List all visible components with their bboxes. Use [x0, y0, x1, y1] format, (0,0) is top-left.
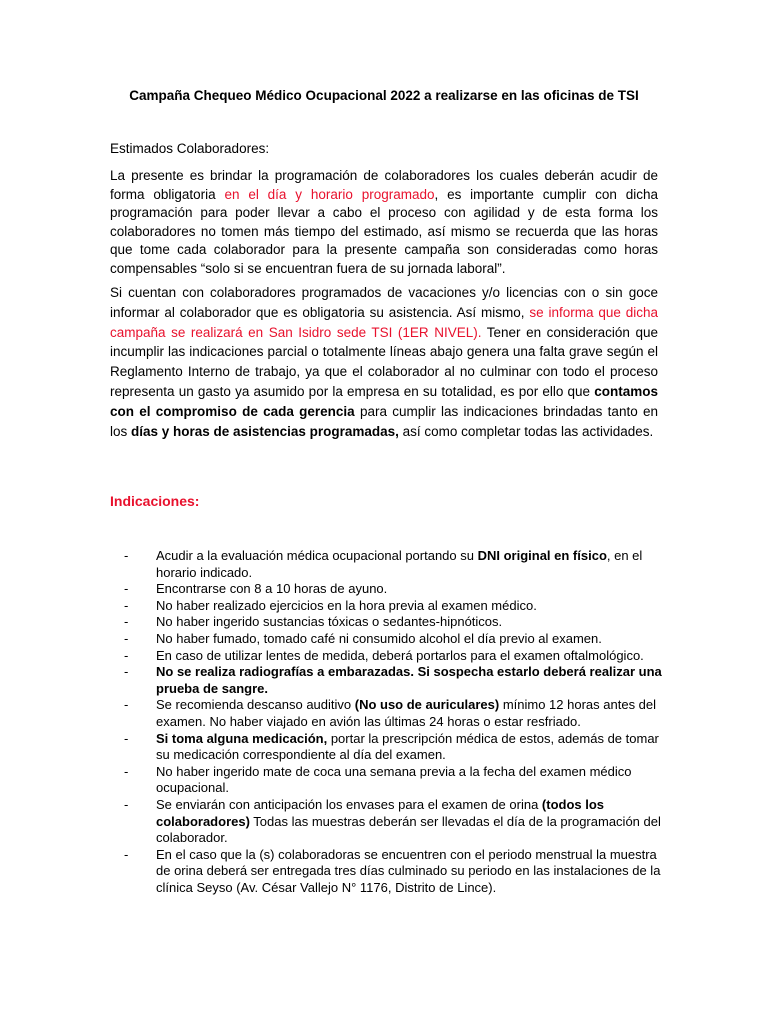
indicacion-bold-text: (todos los colaboradores) — [156, 796, 605, 829]
indicacion-text: No haber ingerido sustancias tóxicas o sedantes-hipnóticos. — [156, 614, 503, 630]
indicacion-text: Todas las muestras deberán ser llevadas el día de la programación del colaborador. — [156, 813, 661, 846]
list-dash: - — [124, 614, 129, 630]
indicacion-text: Encontrarse con 8 a 10 horas de ayuno. — [156, 581, 388, 597]
document-title: Campaña Chequeo Médico Ocupacional 2022 a realizarse en las oficinas de TSI — [129, 88, 639, 103]
indicacion-text: Se enviarán con anticipación los envases para el examen de orina — [156, 796, 542, 812]
paragraph-obligations-text-a: Si cuentan con colaboradores programados de vacaciones y/o licencias con o sin goce informar al colaborador que es obligatoria su asistencia. Así mismo, — [110, 285, 658, 320]
indicacion-item — [124, 697, 664, 730]
indicacion-item — [124, 631, 664, 648]
list-dash: - — [124, 664, 129, 680]
list-dash: - — [124, 846, 129, 862]
indicacion-item — [124, 797, 664, 847]
paragraph-intro-text-c: , es importante cumplir con dicha programación para poder llevar a cabo el proceso con agilidad y de esta forma los colaboradores no tomen más tiempo del estimado, así mismo se recuerda que las horas que tome cada colaborador para la presente campaña son consideradas como horas compensables “solo si se encuentran fuera de su jornada laboral”. — [110, 186, 658, 276]
indicacion-bold-text: Si toma alguna medicación, — [156, 730, 328, 746]
indicacion-text: Se recomienda descanso auditivo — [156, 697, 355, 713]
bold-commitment: contamos con el compromiso de cada gerencia — [110, 383, 658, 419]
indicacion-text: , en el horario indicado. — [156, 548, 643, 580]
indicacion-text: En caso de utilizar lentes de medida, deberá portarlos para el examen oftalmológico. — [156, 647, 644, 663]
list-dash: - — [124, 647, 129, 663]
indicacion-item — [124, 548, 664, 581]
list-dash: - — [124, 730, 129, 746]
indicacion-text: No haber fumado, tomado café ni consumido alcohol el día previo al examen. — [156, 630, 602, 646]
list-dash: - — [124, 581, 129, 597]
paragraph-obligations-text-c: Tener en consideración que incumplir las indicaciones parcial o totalmente líneas abajo genera una falta grave según el Reglamento Interno de trabajo, ya que el colaborador al no culminar con todo el proceso representa un gasto ya asumido por la empresa en su totalidad, es por ello que — [110, 324, 658, 399]
indicacion-text: No haber realizado ejercicios en la hora previa al examen médico. — [156, 597, 537, 613]
indicaciones-heading: Indicaciones: — [110, 493, 200, 509]
indicacion-text: mínimo 12 horas antes del examen. No haber viajado en avión las últimas 24 horas o estar resfriado. — [156, 697, 657, 729]
indicacion-text: No haber ingerido mate de coca una semana previa a la fecha del examen médico ocupacional. — [156, 763, 632, 796]
indicacion-bold-text: No se realiza radiografías a embarazadas. Si sospecha estarlo deberá realizar una prueba de sangre. — [156, 664, 662, 696]
list-dash: - — [124, 763, 129, 779]
paragraph-intro-text-a: La presente es brindar la programación de colaboradores los cuales deberán acudir de forma obligatoria — [110, 168, 658, 202]
bold-schedule: días y horas de asistencias programadas, — [131, 423, 399, 439]
list-dash: - — [124, 597, 129, 613]
indicacion-text: portar la prescripción médica de estos, además de tomar su medicación correspondiente al día del examen. — [156, 730, 659, 763]
indicacion-text: Acudir a la evaluación médica ocupacional portando su — [156, 548, 478, 563]
indicacion-item — [124, 581, 664, 598]
indicacion-item — [124, 731, 664, 764]
paragraph-obligations — [110, 283, 658, 441]
paragraph-intro — [110, 167, 658, 278]
indicacion-item — [124, 614, 664, 631]
greeting: Estimados Colaboradores: — [110, 141, 270, 156]
list-dash: - — [124, 697, 129, 713]
paragraph-obligations-text-e: para cumplir las indicaciones brindadas tanto en los — [110, 403, 658, 439]
highlight-schedule: en el día y horario programado — [224, 186, 435, 202]
indicacion-item — [124, 764, 664, 797]
indicaciones-list — [124, 548, 664, 896]
indicacion-item — [124, 648, 664, 665]
indicacion-item — [124, 598, 664, 615]
indicacion-bold-text: DNI original en físico — [477, 548, 607, 563]
highlight-location: se informa que dicha campaña se realizará en San Isidro sede TSI (1ER NIVEL). — [110, 304, 658, 340]
list-dash: - — [124, 796, 129, 812]
paragraph-obligations-text-g: así como completar todas las actividades. — [398, 423, 654, 439]
indicacion-bold-text: (No uso de auriculares) — [354, 697, 500, 713]
list-dash: - — [124, 548, 129, 563]
indicacion-item — [124, 664, 664, 697]
indicacion-item — [124, 847, 664, 897]
indicacion-text: En el caso que la (s) colaboradoras se encuentren con el periodo menstrual la muestra de orina deberá ser entregada tres días culminado su periodo en las instalaciones de la clínica Seyso (Av. César Vallejo N° 1176, Distrito de Lince). — [156, 846, 661, 895]
list-dash: - — [124, 630, 129, 646]
